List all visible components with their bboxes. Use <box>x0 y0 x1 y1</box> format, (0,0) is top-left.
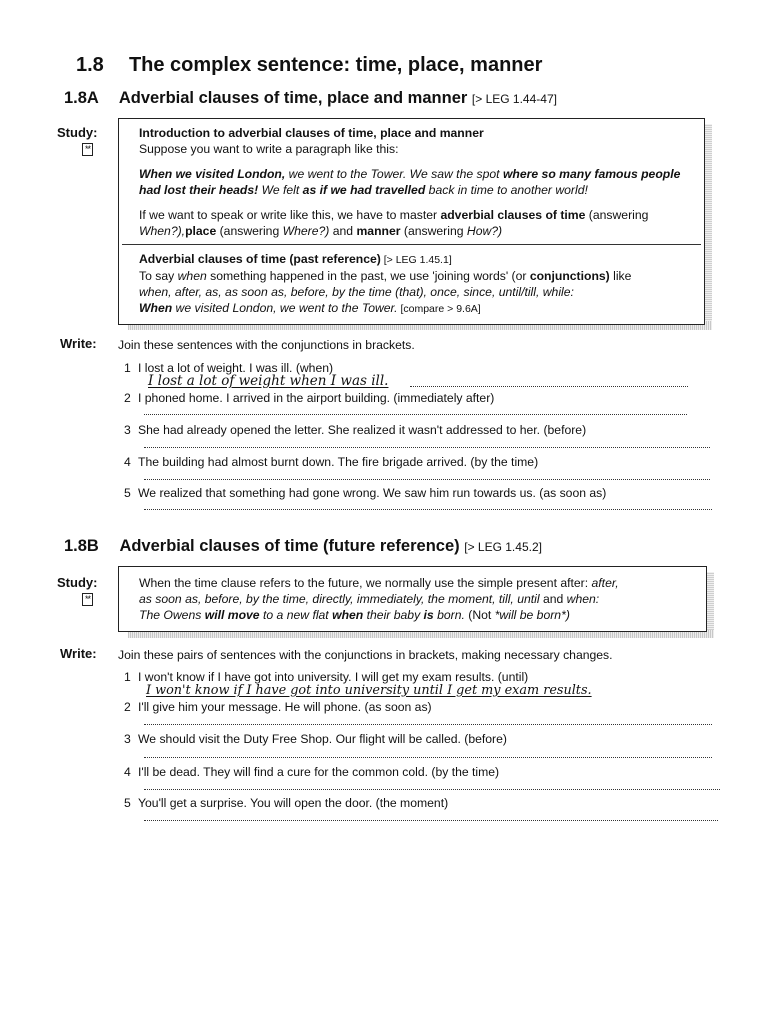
exercise-b-answer-line-2[interactable] <box>144 724 712 725</box>
exercise-b-item-3: 3 We should visit the Duty Free Shop. Our flight will be called. (before) <box>124 732 507 746</box>
study-a-label: Study: <box>57 125 98 140</box>
section-b-ref: [> LEG 1.45.2] <box>464 540 542 554</box>
exercise-a-item-2: 2 I phoned home. I arrived in the airport building. (immediately after) <box>124 391 495 405</box>
exercise-b-answer-line-3[interactable] <box>144 757 712 758</box>
past-reference-line-1: To say when something happened in the past, we use 'joining words' (or conjunctions) like <box>139 269 632 283</box>
exercise-a-answer-line-1[interactable] <box>410 386 688 387</box>
exercise-a-answer-line-5[interactable] <box>144 509 712 510</box>
section-b-title: Adverbial clauses of time (future reference) <box>119 537 460 555</box>
exercise-b-item-2: 2 I'll give him your message. He will phone. (as soon as) <box>124 700 432 714</box>
heading-number: 1.8 <box>76 54 104 76</box>
page-heading <box>76 54 542 77</box>
past-reference-conjunctions: when, after, as, as soon as, before, by the time (that), once, since, until/till, while: <box>139 285 574 299</box>
study-b-box <box>118 566 707 632</box>
study-a-stars: ** <box>82 143 93 156</box>
past-reference-heading: Adverbial clauses of time (past reference) [> LEG 1.45.1] <box>139 252 452 266</box>
intro-text: Suppose you want to write a paragraph like this: <box>139 142 399 156</box>
study-a-box <box>118 118 705 325</box>
write-b-instruction: Join these pairs of sentences with the conjunctions in brackets, making necessary changes. <box>118 648 613 662</box>
exercise-a-item-3: 3 She had already opened the letter. She realized it wasn't addressed to her. (before) <box>124 423 587 437</box>
study-b-stars: ** <box>82 593 93 606</box>
future-reference-example: The Owens will move to a new flat when their baby is born. (Not *will be born*) <box>139 608 570 622</box>
exercise-b-item-1: 1 I won't know if I have got into university. I will get my exam results. (until) <box>124 670 529 684</box>
write-a-label: Write: <box>60 336 97 351</box>
exercise-a-item-5: 5 We realized that something had gone wrong. We saw him run towards us. (as soon as) <box>124 486 607 500</box>
heading-title: The complex sentence: time, place, manner <box>128 54 543 76</box>
inner-box-divider <box>122 244 701 245</box>
intro-heading: Introduction to adverbial clauses of time, place and manner <box>139 126 484 140</box>
exercise-a-item-4: 4 The building had almost burnt down. The fire brigade arrived. (by the time) <box>124 455 539 469</box>
study-b-label: Study: <box>57 575 98 590</box>
section-a-heading <box>64 89 557 108</box>
write-a-instruction: Join these sentences with the conjunctions in brackets. <box>118 338 415 352</box>
exercise-a-answer-line-3[interactable] <box>144 447 710 448</box>
exercise-b-answer-line-5[interactable] <box>144 820 718 821</box>
section-b-number: 1.8B <box>64 537 99 555</box>
write-b-label: Write: <box>60 646 97 661</box>
exercise-a-answer-line-4[interactable] <box>144 479 710 480</box>
exercise-b-item-5: 5 You'll get a surprise. You will open the door. (the moment) <box>124 796 449 810</box>
example-paragraph: When we visited London, we went to the Tower. We saw the spot where so many famous people had lost their heads! We felt as if we had travelled back in time to another world! <box>139 167 681 197</box>
explanation-paragraph: If we want to speak or write like this, we have to master adverbial clauses of time (answering When?),place (answering Where?) and manner (answering How?) <box>139 208 649 238</box>
future-reference-line-1: When the time clause refers to the future, we normally use the simple present after: after, <box>139 576 619 590</box>
exercise-b-answer-1[interactable]: I won't know if I have got into university until I get my exam results. <box>146 683 592 698</box>
past-reference-example: When we visited London, we went to the Tower. [compare > 9.6A] <box>139 301 481 315</box>
section-b-heading <box>64 537 542 556</box>
exercise-b-answer-line-4[interactable] <box>144 789 720 790</box>
exercise-a-item-1: 1 I lost a lot of weight. I was ill. (when) <box>124 361 334 375</box>
future-reference-line-2: as soon as, before, by the time, directly, immediately, the moment, till, until and when: <box>139 592 600 606</box>
exercise-b-item-4: 4 I'll be dead. They will find a cure for the common cold. (by the time) <box>124 765 500 779</box>
exercise-a-answer-1[interactable]: I lost a lot of weight when I was ill. <box>148 373 389 389</box>
exercise-a-answer-line-2[interactable] <box>144 414 687 415</box>
section-a-number: 1.8A <box>64 89 99 107</box>
section-a-ref: [> LEG 1.44-47] <box>471 92 557 106</box>
section-a-title: Adverbial clauses of time, place and manner <box>118 89 468 107</box>
